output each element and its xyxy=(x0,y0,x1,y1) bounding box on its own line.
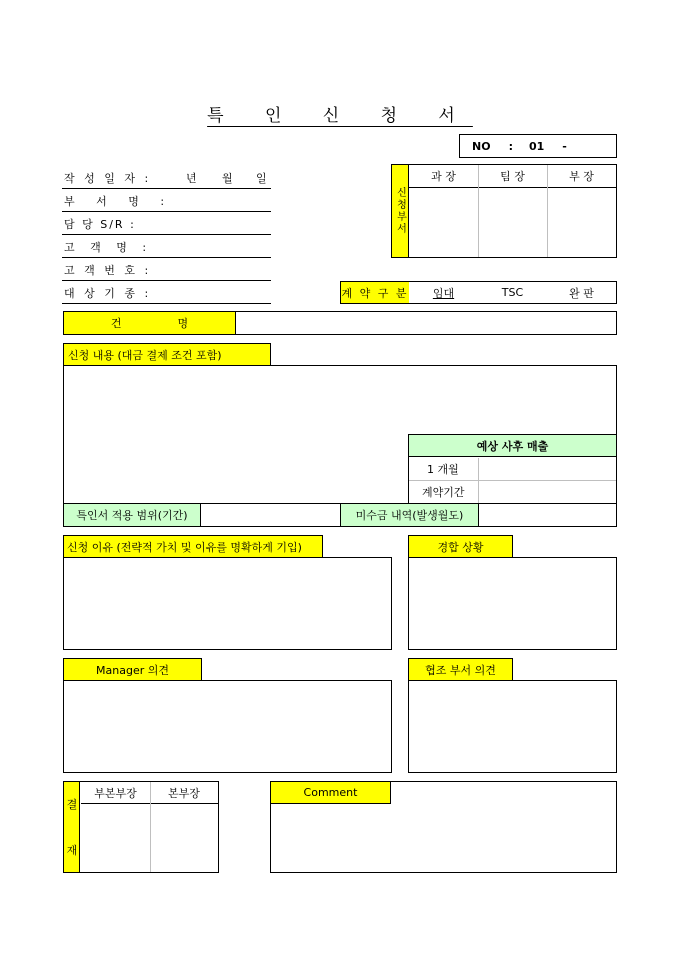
forecast-row-contract-period: 계약기간 xyxy=(422,486,465,499)
reason-box[interactable] xyxy=(63,557,392,650)
approval-sign-cell-1[interactable] xyxy=(409,188,478,257)
coop-dept-opinion-label: 협조 부서 의견 xyxy=(408,658,513,681)
date-day: 일 xyxy=(256,172,267,185)
approval-col-hq-head: 본부장 xyxy=(168,786,200,800)
contract-type-label: 계 약 구 분 xyxy=(341,282,409,303)
page-title: 특 인 신 청 서 xyxy=(207,105,473,126)
date-field-line[interactable] xyxy=(62,188,271,189)
doc-number-label: NO xyxy=(472,139,491,153)
contract-option-full-sale[interactable]: 완 판 xyxy=(569,286,594,300)
approval-sign-cell-3[interactable] xyxy=(547,188,616,257)
scope-input[interactable] xyxy=(202,504,339,526)
approval-bottom-side-label xyxy=(64,782,80,872)
coop-dept-opinion-box[interactable] xyxy=(408,680,617,773)
approval-col-dept-head: 부 장 xyxy=(569,170,594,183)
date-year: 년 xyxy=(186,172,197,185)
doc-number-dash: - xyxy=(562,139,567,153)
sr-field-line[interactable] xyxy=(62,234,271,235)
date-field-label: 작 성 일 자 : xyxy=(64,172,152,185)
comment-label: Comment xyxy=(271,782,391,804)
competition-box[interactable] xyxy=(408,557,617,650)
forecast-col-divider xyxy=(478,458,479,503)
competition-label: 경합 상황 xyxy=(408,535,513,558)
subject-label: 건 명 xyxy=(64,312,236,334)
approval-bottom-side-char-1: 결 xyxy=(66,798,78,811)
forecast-value-1-month[interactable] xyxy=(478,458,616,480)
customer-field-label: 고 객 명 : xyxy=(64,241,153,254)
approval-col-vice-hq-head: 부본부장 xyxy=(94,786,137,800)
approval-sign-cell-2[interactable] xyxy=(478,188,547,257)
contract-option-rental[interactable]: 임대 xyxy=(432,286,455,300)
approval-bottom-sign-cell-1[interactable] xyxy=(81,804,150,872)
scope-label: 특인서 적용 범위(기간) xyxy=(64,504,201,526)
unpaid-input[interactable] xyxy=(479,504,616,526)
manager-opinion-label: Manager 의견 xyxy=(63,658,202,681)
unpaid-label: 미수금 내역(발생월도) xyxy=(340,504,479,526)
customer-field-line[interactable] xyxy=(62,257,271,258)
contract-option-tsc[interactable]: TSC xyxy=(501,286,524,299)
forecast-value-contract-period[interactable] xyxy=(478,481,616,503)
request-content-label: 신청 내용 (대금 결제 조건 포함) xyxy=(63,343,271,366)
sr-field-label: 담 당 S/R : xyxy=(64,218,136,231)
date-month: 월 xyxy=(222,172,233,185)
customer-no-field-line[interactable] xyxy=(62,280,271,281)
reason-label: 신청 이유 (전략적 가치 및 이유를 명확하게 기입) xyxy=(63,535,323,558)
approval-top-side-label: 신청부서 xyxy=(392,165,409,257)
doc-number-value: 01 xyxy=(528,139,545,153)
approval-col-team-leader: 팀 장 xyxy=(500,170,525,183)
forecast-header: 예상 사후 매출 xyxy=(409,435,616,457)
forecast-row-1-month: 1 개월 xyxy=(427,463,459,476)
dept-field-line[interactable] xyxy=(62,211,271,212)
approval-bottom-side-char-2: 재 xyxy=(66,844,78,857)
customer-no-field-label: 고 객 번 호 : xyxy=(64,264,152,277)
model-field-line[interactable] xyxy=(62,303,271,304)
manager-opinion-box[interactable] xyxy=(63,680,392,773)
doc-number-sep: : xyxy=(508,139,513,153)
approval-col-section-chief: 과 장 xyxy=(431,170,456,183)
model-field-label: 대 상 기 종 : xyxy=(64,287,152,300)
approval-bottom-sign-cell-2[interactable] xyxy=(150,804,218,872)
doc-number-box[interactable] xyxy=(459,134,617,158)
subject-input[interactable] xyxy=(237,312,616,334)
dept-field-label: 부 서 명 : xyxy=(64,195,174,208)
